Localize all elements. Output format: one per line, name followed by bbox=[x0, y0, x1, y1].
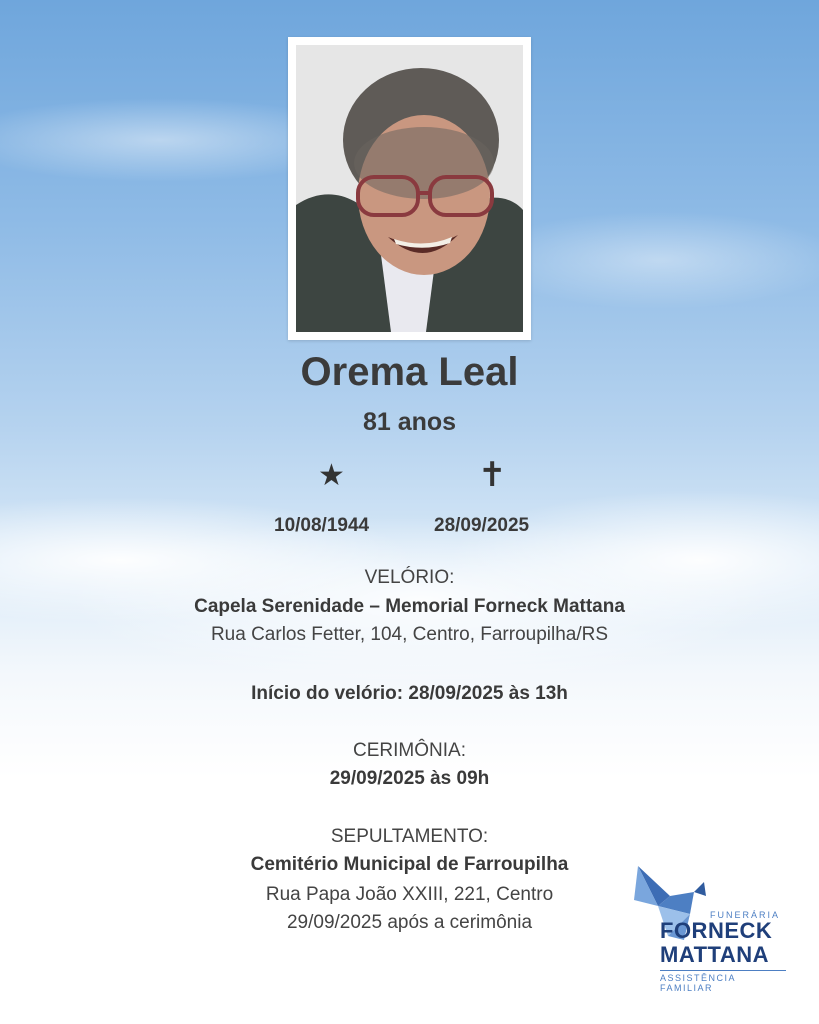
sepultamento-address: Rua Papa João XXIII, 221, Centro bbox=[265, 884, 554, 905]
sepultamento-label: SEPULTAMENTO: bbox=[330, 826, 489, 847]
funeraria-logo bbox=[630, 862, 786, 993]
cross-icon: ✝ bbox=[478, 456, 507, 494]
cerimonia-label: CERIMÔNIA: bbox=[353, 740, 466, 761]
deceased-name: Orema Leal bbox=[300, 350, 519, 394]
portrait-frame bbox=[288, 37, 531, 340]
cerimonia-datetime: 29/09/2025 às 09h bbox=[329, 768, 490, 789]
logo-name-line2: MATTANA bbox=[660, 942, 769, 967]
birth-date: 10/08/1944 bbox=[274, 515, 370, 536]
sepultamento-place: Cemitério Municipal de Farroupilha bbox=[250, 854, 569, 875]
velorio-address: Rua Carlos Fetter, 104, Centro, Farroupilha/RS bbox=[210, 624, 609, 645]
death-date: 28/09/2025 bbox=[434, 515, 530, 536]
portrait-photo bbox=[296, 45, 523, 332]
deceased-age: 81 anos bbox=[362, 408, 457, 436]
logo-subtitle: FUNERÁRIA bbox=[710, 910, 781, 920]
velorio-start: Início do velório: 28/09/2025 às 13h bbox=[251, 683, 568, 704]
star-icon: ★ bbox=[318, 459, 345, 492]
sepultamento-datetime: 29/09/2025 após a cerimônia bbox=[286, 912, 533, 933]
logo-tagline: ASSISTÊNCIA FAMILIAR bbox=[660, 970, 786, 993]
logo-name-line1: FORNECK bbox=[660, 918, 773, 943]
velorio-label: VELÓRIO: bbox=[364, 567, 455, 588]
velorio-place: Capela Serenidade – Memorial Forneck Mattana bbox=[194, 596, 625, 617]
